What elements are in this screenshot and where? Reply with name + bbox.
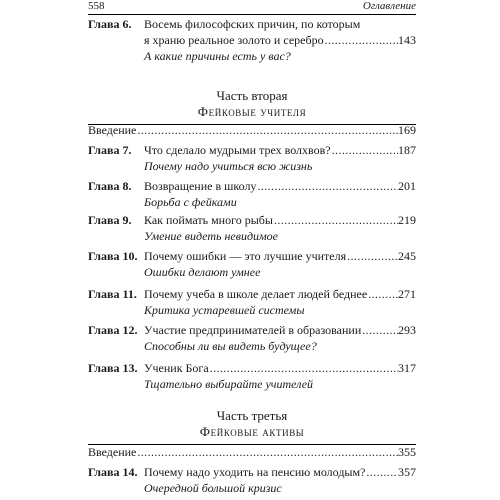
dot-leader <box>367 286 398 302</box>
chapter-label: Глава 6. <box>88 17 132 31</box>
part-three-title: Фейковые активы <box>199 424 305 439</box>
dot-leader <box>256 178 398 194</box>
chapter-page: 219 <box>398 213 416 227</box>
chapter-label: Глава 9. <box>88 213 132 227</box>
toc-entry-chapter-6[interactable] <box>88 16 416 64</box>
intro-label: Введение <box>88 445 137 459</box>
toc-entry-chapter-12[interactable] <box>88 322 416 354</box>
toc-entry-part-two-intro[interactable] <box>88 122 416 138</box>
dot-leader <box>209 360 398 376</box>
part-three-label: Часть третья <box>216 408 288 423</box>
chapter-page: 293 <box>398 323 416 337</box>
chapter-subtitle: Почему надо учиться всю жизнь <box>144 159 313 173</box>
toc-entry-chapter-11[interactable] <box>88 286 416 318</box>
dot-leader <box>331 142 398 158</box>
chapter-label: Глава 14. <box>88 465 138 479</box>
chapter-subtitle: Ошибки делают умнее <box>144 265 261 279</box>
chapter-title: Почему надо уходить на пенсию молодым? <box>144 465 366 479</box>
chapter-title-line-1: Восемь философских причин, по которым <box>144 17 361 31</box>
chapter-label: Глава 8. <box>88 179 132 193</box>
chapter-subtitle: Умение видеть невидимое <box>144 229 279 243</box>
section-title: Оглавление <box>362 0 416 12</box>
toc-entry-chapter-9[interactable] <box>88 212 416 244</box>
chapter-title: Что сделало мудрыми трех волхвов? <box>144 143 331 157</box>
chapter-page: 187 <box>398 143 416 157</box>
chapter-subtitle: Тщательно выбирайте учителей <box>144 377 314 391</box>
page-number: 558 <box>88 0 105 12</box>
part-two-title: Фейковые учителя <box>197 104 307 119</box>
intro-label: Введение <box>88 123 137 137</box>
dot-leader <box>346 248 398 264</box>
toc-entry-chapter-10[interactable] <box>88 248 416 280</box>
chapter-title: Почему ошибки — это лучшие учителя <box>144 249 347 263</box>
chapter-label: Глава 12. <box>88 323 138 337</box>
chapter-title: Ученик Бога <box>144 361 209 375</box>
chapter-title: Участие предпринимателей в образовании <box>144 323 362 337</box>
intro-page: 355 <box>398 445 416 459</box>
dot-leader <box>365 464 398 480</box>
chapter-page: 245 <box>398 249 416 263</box>
chapter-subtitle: Борьба с фейками <box>144 195 237 209</box>
dot-leader <box>136 122 398 138</box>
toc-entry-chapter-7[interactable] <box>88 142 416 174</box>
toc-entry-part-three-intro[interactable] <box>88 444 416 460</box>
dot-leader <box>273 212 398 228</box>
chapter-label: Глава 11. <box>88 287 137 301</box>
dot-leader <box>324 32 398 48</box>
chapter-title: Как поймать много рыбы <box>144 213 273 227</box>
intro-page: 169 <box>398 123 416 137</box>
chapter-title: Почему учеба в школе делает людей беднее <box>144 287 368 301</box>
chapter-subtitle: Критика устаревшей системы <box>144 303 305 317</box>
chapter-page: 357 <box>398 465 416 479</box>
chapter-page: 317 <box>398 361 416 375</box>
chapter-page: 143 <box>398 33 416 47</box>
part-two-label: Часть вторая <box>216 88 288 103</box>
chapter-subtitle: Очередной большой кризис <box>144 481 282 495</box>
chapter-label: Глава 13. <box>88 361 138 375</box>
dot-leader <box>136 444 398 460</box>
chapter-label: Глава 7. <box>88 143 132 157</box>
chapter-label: Глава 10. <box>88 249 138 263</box>
toc-entry-chapter-8[interactable] <box>88 178 416 210</box>
chapter-page: 271 <box>398 287 416 301</box>
chapter-title: Возвращение в школу <box>144 179 257 193</box>
chapter-page: 201 <box>398 179 416 193</box>
chapter-title-line-2: я храню реальное золото и серебро <box>144 33 324 47</box>
chapter-subtitle: А какие причины есть у вас? <box>144 49 291 63</box>
chapter-subtitle: Способны ли вы видеть будущее? <box>144 339 317 353</box>
toc-entry-chapter-13[interactable] <box>88 360 416 392</box>
dot-leader <box>361 322 398 338</box>
toc-entry-chapter-14[interactable] <box>88 464 416 496</box>
running-header <box>88 0 416 15</box>
